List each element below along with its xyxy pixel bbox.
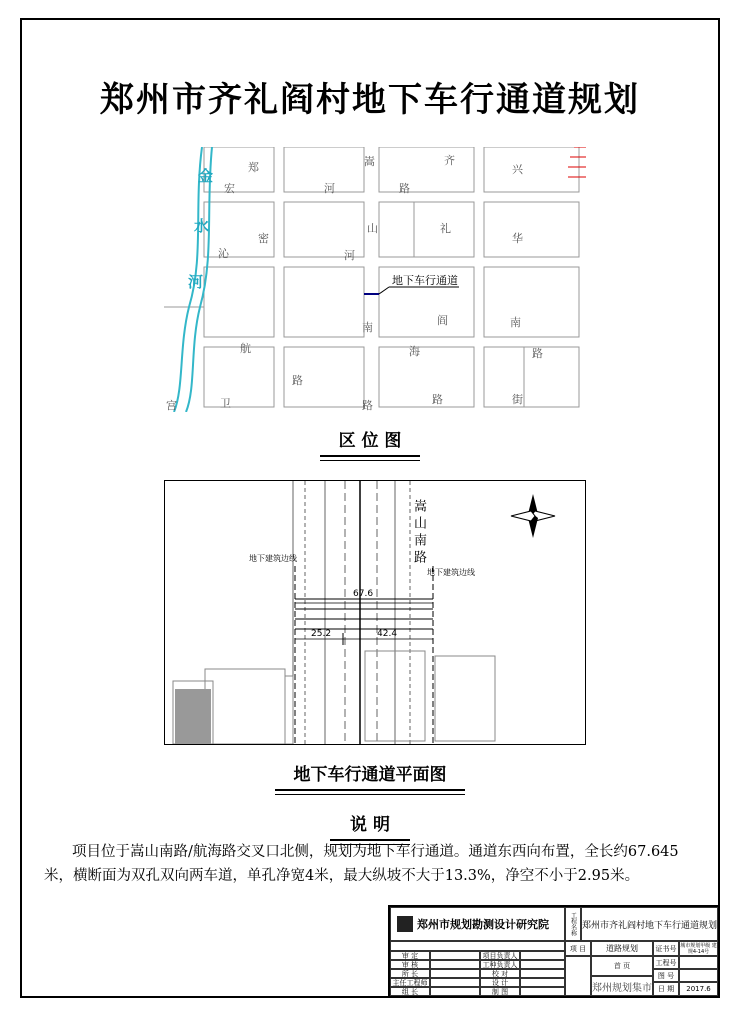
page-label: 首 页 — [591, 956, 653, 976]
row-sign — [520, 987, 565, 996]
blank-row — [390, 941, 565, 951]
description-body — [44, 840, 704, 888]
plan-dim-right: 42.4 — [377, 629, 398, 639]
row-sign — [430, 960, 480, 969]
side-label: 日 期 — [653, 982, 679, 996]
plan-drawing-svg — [165, 481, 585, 744]
map-label: 宏 — [224, 182, 235, 195]
institute-logo-icon — [397, 916, 413, 932]
map-label: 阎 — [437, 314, 448, 327]
map-label: 沁 — [218, 247, 229, 260]
title-block — [388, 905, 720, 998]
map-label: 街 — [512, 393, 523, 406]
row-sign — [430, 978, 480, 987]
location-map — [164, 147, 586, 412]
row-key: 审 核 — [390, 960, 430, 969]
plan-boundary-left: 地下建筑边线 — [249, 554, 297, 563]
map-label: 嵩 — [364, 155, 375, 168]
map-label: 宫 — [166, 399, 177, 412]
row-value: 设 计 — [480, 978, 520, 987]
map-label: 路 — [362, 399, 373, 412]
map-callout-label: 地下车行通道 — [392, 274, 458, 287]
map-label: 南 — [362, 321, 373, 334]
row-sign — [520, 969, 565, 978]
drawing-label-cell — [565, 956, 591, 996]
row-sign — [430, 951, 480, 960]
side-value — [679, 956, 718, 969]
map-label: 卫 — [220, 397, 231, 410]
cert-label: 证书号 — [653, 941, 679, 956]
location-map-caption — [320, 426, 420, 451]
row-value: 校 对 — [480, 969, 520, 978]
item-label: 项 目 — [565, 941, 591, 956]
map-label: 郑 — [248, 161, 259, 174]
map-label: 路 — [532, 347, 543, 360]
map-label-jin: 金 — [198, 167, 214, 185]
row-value: 项目负责人 — [480, 951, 520, 960]
map-label: 山 — [367, 222, 378, 235]
institute-name: 郑州市规划勘测设计研究院 — [417, 918, 549, 931]
plan-caption — [275, 760, 465, 785]
row-sign — [520, 978, 565, 987]
date-value: 2017.6 — [679, 982, 718, 996]
row-sign — [430, 987, 480, 996]
map-label: 华 — [512, 232, 523, 245]
plan-dim-total: 67.6 — [353, 589, 374, 599]
row-sign — [520, 951, 565, 960]
description-heading-text: 说 明 — [350, 815, 390, 835]
item-value: 道路规划 — [591, 941, 653, 956]
north-arrow-icon — [511, 494, 555, 538]
location-map-caption-text: 区 位 图 — [338, 431, 402, 451]
side-label: 图 号 — [653, 969, 679, 982]
map-label: 海 — [409, 345, 420, 358]
row-value: 工种负责人 — [480, 960, 520, 969]
institute-name-cell — [390, 907, 565, 941]
side-label: 工程号 — [653, 956, 679, 969]
map-label: 河 — [344, 249, 355, 262]
row-key: 审 定 — [390, 951, 430, 960]
row-key: 主任工程师 — [390, 978, 430, 987]
row-sign — [520, 960, 565, 969]
row-key: 所 长 — [390, 969, 430, 978]
plan-boundary-right: 地下建筑边线 — [427, 568, 475, 577]
plan-road-name: 嵩山南路 — [411, 499, 426, 567]
map-label: 南 — [510, 316, 521, 329]
page-title: 郑州市齐礼阎村地下车行通道规划 — [100, 80, 640, 120]
row-sign — [430, 969, 480, 978]
map-label: 路 — [432, 393, 443, 406]
project-name: 郑州市齐礼阎村地下车行通道规划 — [581, 907, 718, 941]
description-text: 项目位于嵩山南路/航海路交叉口北侧，规划为地下车行通道。通道东西向布置，全长约67.645米，横断面为双孔双向两车道，单孔净宽4米，最大纵坡不大于13.3%，净空不小于2.95米。 — [44, 844, 679, 884]
map-label: 航 — [240, 342, 251, 355]
project-label: 工程名称 — [565, 907, 581, 941]
row-value: 制 图 — [480, 987, 520, 996]
row-key: 组 长 — [390, 987, 430, 996]
map-label-he: 河 — [188, 273, 204, 291]
map-label: 路 — [292, 374, 303, 387]
map-label: 河 — [324, 182, 335, 195]
cert-value: 城市规划甲级 建规4-14号 — [680, 942, 717, 955]
plan-caption-text: 地下车行通道平面图 — [293, 765, 447, 785]
map-label: 礼 — [440, 222, 451, 235]
map-label: 齐 — [444, 154, 455, 167]
watermark: 郑州规划集市 — [591, 976, 653, 996]
map-label-shui: 水 — [194, 217, 210, 235]
plan-dim-left: 25.2 — [311, 629, 332, 639]
map-label: 路 — [399, 182, 410, 195]
side-value — [679, 969, 718, 982]
map-label: 密 — [258, 232, 269, 245]
description-heading — [330, 810, 410, 835]
plan-drawing — [164, 480, 586, 745]
map-label: 兴 — [512, 163, 523, 176]
